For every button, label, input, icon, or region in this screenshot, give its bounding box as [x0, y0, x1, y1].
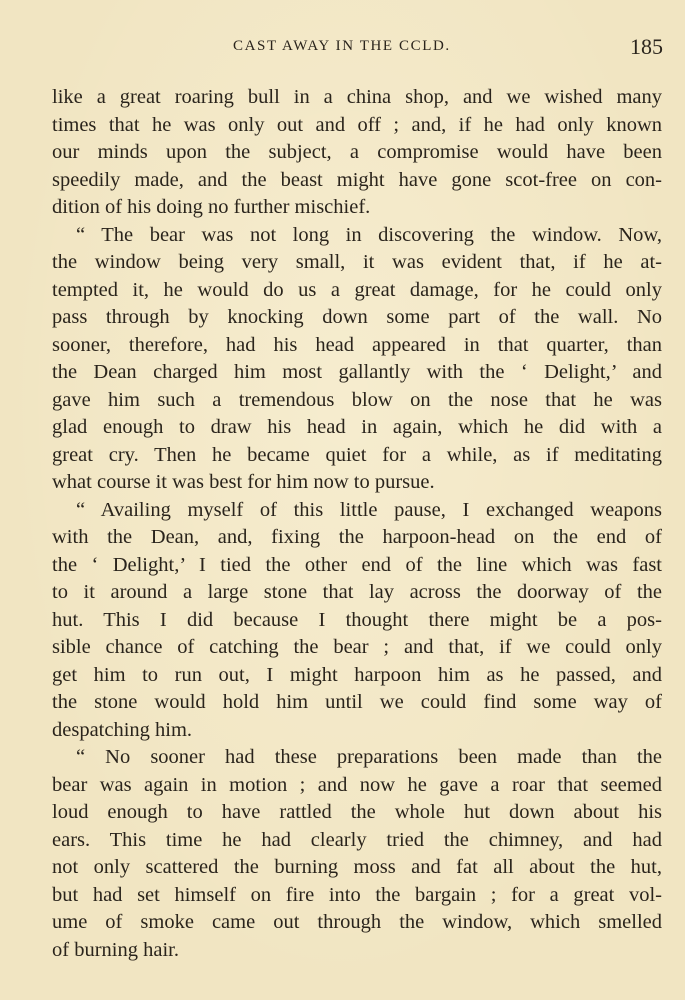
text-line: ears. This time he had clearly tried the chimney, and had [52, 828, 662, 851]
text-line: pass through by knocking down some part of the wall. No [52, 306, 662, 328]
text-line: gave him such a tremendous blow on the nose that he was [52, 388, 662, 411]
text-line: not only scattered the burning moss and fat all about the hut, [52, 856, 662, 878]
text-line: the ‘ Delight,’ I tied the other end of the line which was fast [52, 553, 662, 576]
text-line: ume of smoke came out through the window, which smelled [52, 911, 662, 933]
text-line: loud enough to have rattled the whole hut down about his [52, 801, 662, 823]
text-line: of burning hair. [52, 938, 179, 961]
text-line: great cry. Then he became quiet for a while, as if meditating [52, 443, 662, 466]
text-line: glad enough to draw his head in again, which he did with a [52, 416, 662, 438]
body-text [52, 84, 662, 964]
text-line: the window being very small, it was evident that, if he at- [52, 251, 662, 273]
text-line: speedily made, and the beast might have gone scot-free on con- [52, 168, 662, 191]
text-line: to it around a large stone that lay across the doorway of the [52, 581, 662, 603]
text-line: the stone would hold him until we could find some way of [52, 691, 662, 713]
paragraph [52, 222, 662, 497]
paragraph [52, 497, 662, 745]
text-line: get him to run out, I might harpoon him as he passed, and [52, 663, 662, 686]
text-line: what course it was best for him now to pursue. [52, 471, 435, 493]
text-line: our minds upon the subject, a compromise would have been [52, 141, 662, 163]
text-line: the Dean charged him most gallantly with the ‘ Delight,’ and [52, 361, 662, 383]
paragraph [52, 744, 662, 964]
text-line: but had set himself on fire into the bargain ; for a great vol- [52, 883, 662, 906]
text-line: “ Availing myself of this little pause, I exchanged weapons [76, 498, 662, 521]
text-line: sible chance of catching the bear ; and that, if we could only [52, 636, 662, 658]
text-line: like a great roaring bull in a china shop, and we wished many [52, 86, 662, 108]
text-line: with the Dean, and, fixing the harpoon-head on the end of [52, 526, 662, 548]
text-line: “ The bear was not long in discovering the window. Now, [76, 223, 662, 246]
text-line: hut. This I did because I thought there might be a pos- [52, 608, 662, 631]
running-head [0, 34, 685, 64]
text-line: times that he was only out and off ; and, if he had only known [52, 113, 662, 136]
text-line: dition of his doing no further mischief. [52, 196, 371, 218]
page-number: 185 [630, 34, 663, 59]
text-line: despatching him. [52, 718, 193, 741]
text-line: bear was again in motion ; and now he gave a roar that seemed [52, 773, 662, 796]
text-line: sooner, therefore, had his head appeared in that quarter, than [52, 333, 662, 356]
text-line: tempted it, he would do us a great damage, for he could only [52, 278, 662, 301]
text-line: “ No sooner had these preparations been made than the [76, 746, 662, 768]
running-title: CAST AWAY IN THE CCLD. [233, 38, 451, 54]
paragraph [52, 84, 662, 222]
